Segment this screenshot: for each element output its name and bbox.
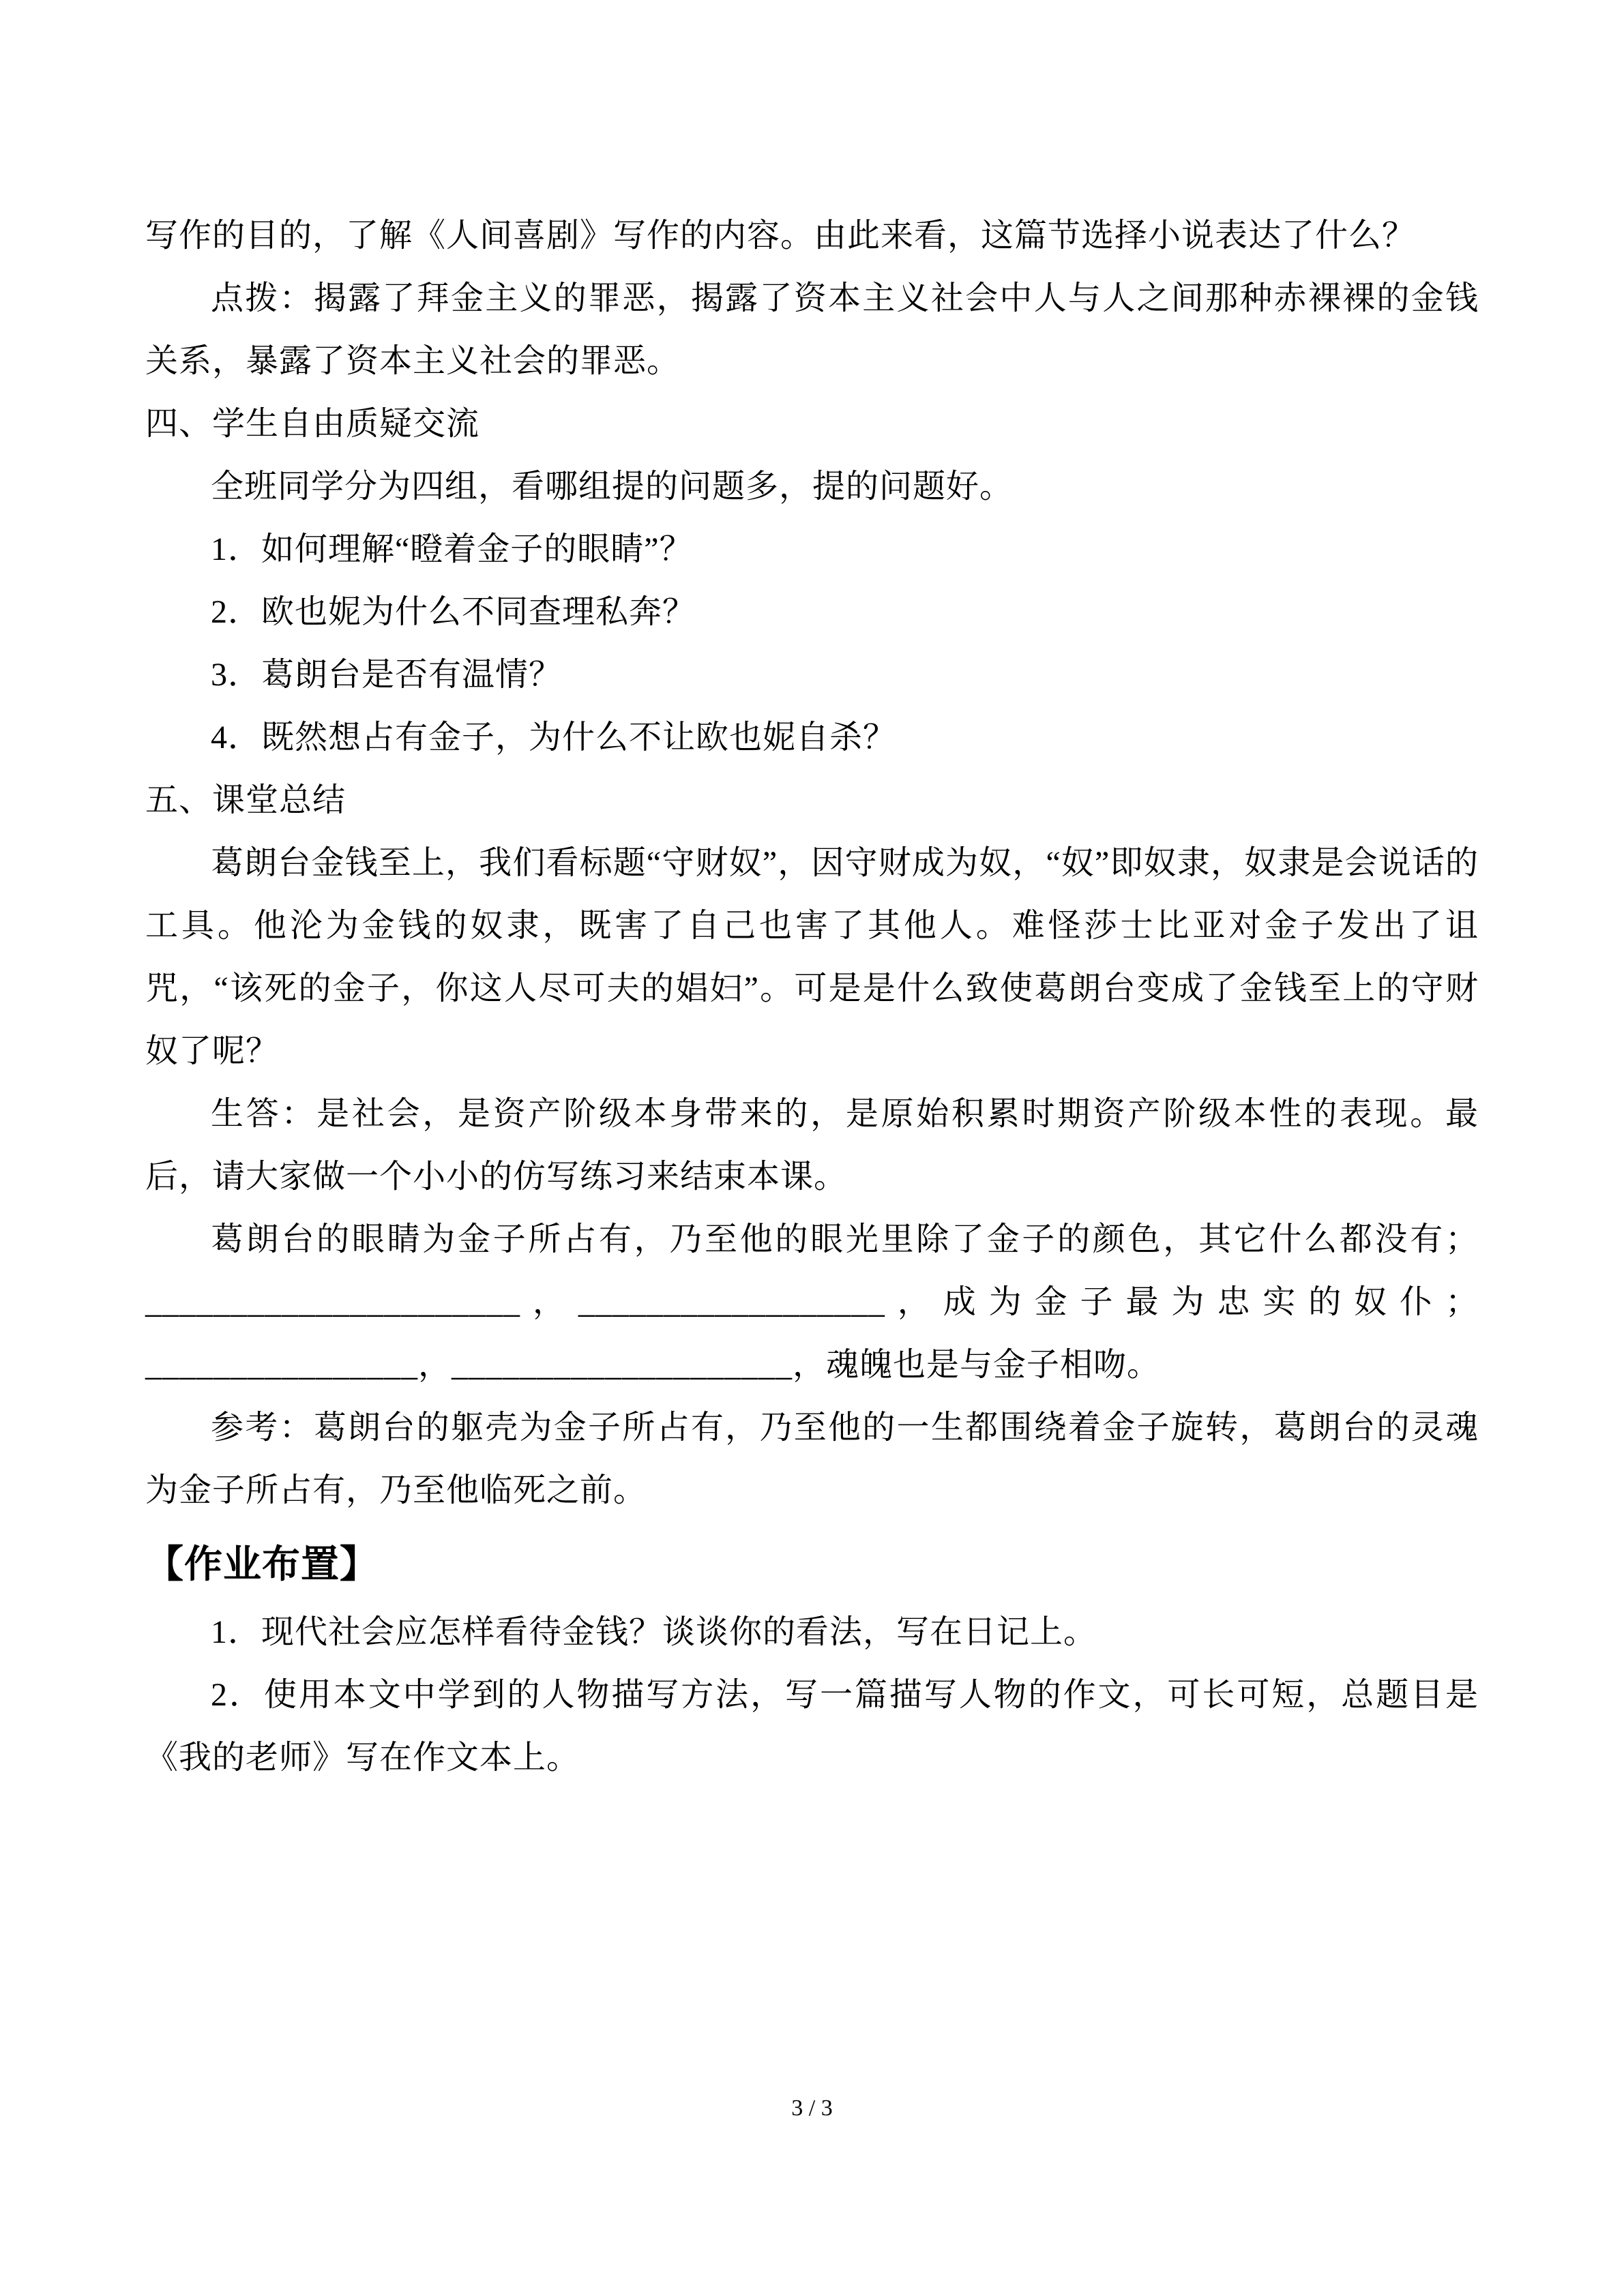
- homework-item-2: 2．使用本文中学到的人物描写方法，写一篇描写人物的作文，可长可短，总题目是《我的老师》写在作文本上。: [145, 1677, 1479, 1776]
- para-student-answer: 生答：是社会，是资产阶级本身带来的，是原始积累时期资产阶级本性的表现。最后，请大家做一个小小的仿写练习来结束本课。: [145, 1096, 1479, 1195]
- section-heading-four: 四、学生自由质疑交流: [145, 406, 480, 442]
- page-number: 3 / 3: [791, 2096, 833, 2121]
- para-class-summary: 葛朗台金钱至上，我们看标题“守财奴”，因守财成为奴，“奴”即奴隶，奴隶是会说话的工具。他沦为金钱的奴隶，既害了自己也害了其他人。难怪莎士比亚对金子发出了诅咒，“该死的金子，你这人尽可夫的娼妇”。可是是什么致使葛朗台变成了金钱至上的守财奴了呢？: [145, 845, 1479, 1069]
- question-item-2: 2．欧也妮为什么不同查理私奔？: [211, 594, 696, 630]
- homework-section-heading: 【作业布置】: [145, 1542, 379, 1585]
- para-writing-purpose: 写作的目的，了解《人间喜剧》写作的内容。由此来看，这篇节选择小说表达了什么？: [145, 218, 1416, 254]
- para-dianbo-answer: 点拨：揭露了拜金主义的罪恶，揭露了资本主义社会中人与人之间那种赤裸裸的金钱关系，暴露了资本主义社会的罪恶。: [145, 280, 1479, 379]
- para-class-groups: 全班同学分为四组，看哪组提的问题多，提的问题好。: [211, 468, 1014, 505]
- section-heading-five: 五、课堂总结: [145, 782, 346, 818]
- question-item-3: 3．葛朗台是否有温情？: [211, 657, 563, 693]
- para-fill-blank-exercise: 葛朗台的眼睛为金子所占有，乃至他的眼光里除了金子的颜色，其它什么都没有；______________________，__________________，成为金子最为忠实的奴仆；________________，____________________，魂魄也是与金子相吻。: [145, 1221, 1479, 1383]
- question-item-1: 1．如何理解“瞪着金子的眼睛”？: [211, 531, 693, 567]
- para-reference-answer: 参考：葛朗台的躯壳为金子所占有，乃至他的一生都围绕着金子旋转，葛朗台的灵魂为金子所占有，乃至他临死之前。: [145, 1410, 1479, 1508]
- document-body: [145, 205, 1479, 1789]
- question-item-4: 4．既然想占有金子，为什么不让欧也妮自杀？: [211, 719, 897, 756]
- homework-item-1: 1．现代社会应怎样看待金钱？谈谈你的看法，写在日记上。: [211, 1614, 1097, 1650]
